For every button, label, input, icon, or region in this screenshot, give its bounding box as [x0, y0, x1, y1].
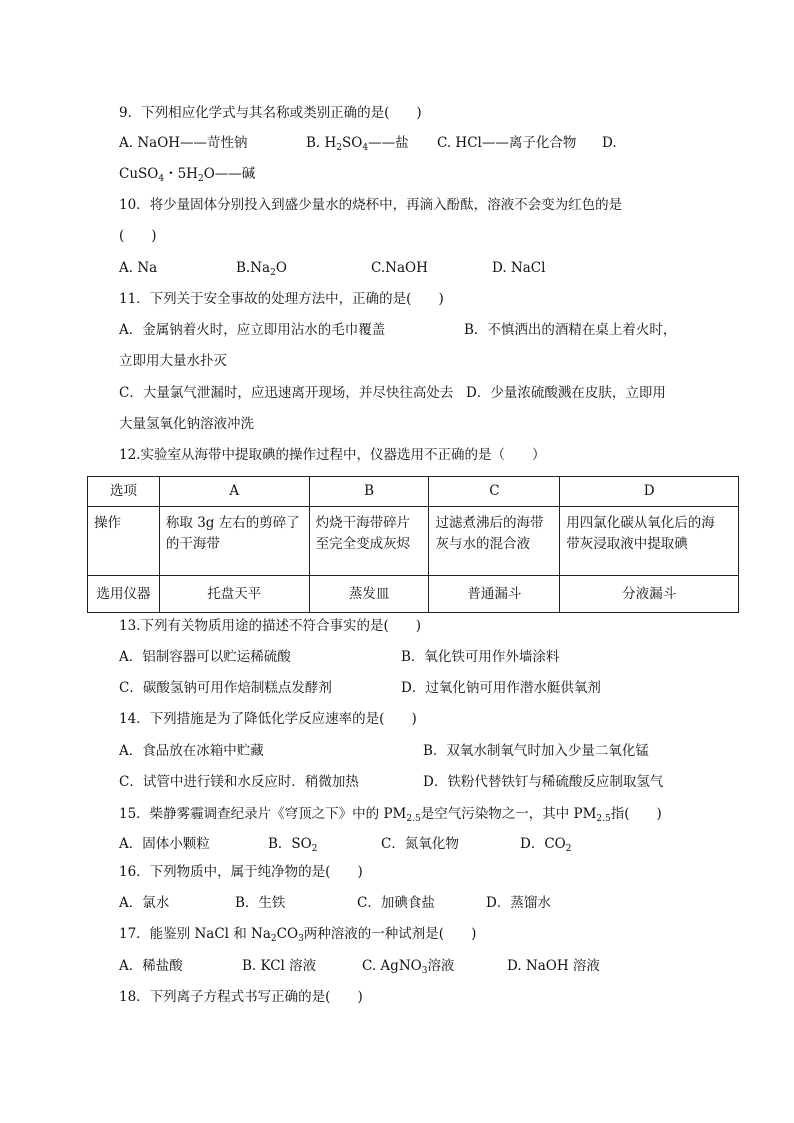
- q12-operation-c: 过滤煮沸后的海带 灰与水的混合液: [429, 507, 560, 576]
- q13-option-b: B．氧化铁可用作外墙涂料: [401, 649, 560, 665]
- q15-stem: 15．柴静雾霾调查纪录片《穹顶之下》中的 $PM_{2.5}$是空气污染物之一，其中 $PM_{2.5}$指( ): [119, 806, 662, 824]
- q9-option-d-cont: CuSO$_4$・$5H_2O——$碱: [119, 166, 256, 184]
- q16-option-a: A．氯水: [119, 895, 170, 911]
- q10-option-c: C.NaOH: [371, 260, 428, 276]
- q13-option-d: D．过氧化钠可用作潜水艇供氧剂: [401, 680, 601, 696]
- q12-instrument-label: 选用仪器: [88, 576, 160, 613]
- q12-header-c: C: [429, 477, 560, 507]
- q16-option-c: C．加碘食盐: [357, 895, 435, 911]
- q12-instrument-d: 分液漏斗: [560, 576, 739, 613]
- q10-option-b: $B.Na_2O$: [236, 260, 287, 278]
- q13-stem: 13.下列有关物质用途的描述不符合事实的是( ): [119, 618, 422, 634]
- q12-instrument-row: [88, 576, 739, 613]
- q10-option-a: A. Na: [119, 260, 158, 276]
- q17-option-c: C. AgNO$_3$溶液: [362, 958, 455, 976]
- q10-option-d: D. NaCl: [492, 260, 546, 276]
- q10-stem: 10．将少量固体分别投入到盛少量水的烧杯中，再滴入酚酞，溶液不会变为红色的是: [119, 197, 623, 213]
- q9-option-a: A. NaOH——苛性钠: [119, 135, 248, 151]
- q11-option-d-cont: 大量氢氧化钠溶液冲洗: [119, 416, 254, 432]
- q16-option-d: D．蒸馏水: [486, 895, 551, 911]
- q12-operation-d: 用四氯化碳从氧化后的海 带灰浸取液中提取碘: [560, 507, 739, 576]
- q15-option-d: D．$CO_2$: [520, 836, 572, 854]
- q11-option-b: B．不慎洒出的酒精在桌上着火时，: [464, 322, 677, 338]
- q11-stem: 11．下列关于安全事故的处理方法中，正确的是( ): [119, 291, 444, 307]
- q9-stem: 9．下列相应化学式与其名称或类别正确的是( ): [119, 105, 422, 121]
- q12-header-d: D: [560, 477, 739, 507]
- q17-option-d: D. NaOH 溶液: [507, 958, 600, 974]
- q12-operation-label: 操作: [88, 507, 160, 576]
- q12-header-option: 选项: [88, 477, 160, 507]
- q17-option-b: B. KCl 溶液: [242, 958, 317, 974]
- q14-option-c: C．试管中进行镁和水反应时．稍微加热: [119, 774, 359, 790]
- q12-header-row: [88, 477, 739, 507]
- q14-option-d: D．铁粉代替铁钉与稀硫酸反应制取氢气: [423, 774, 664, 790]
- q13-option-a: A．铝制容器可以贮运稀硫酸: [119, 649, 291, 665]
- q10-answer-paren: ( ): [119, 228, 157, 244]
- q9-option-c: C. HCl——离子化合物: [437, 135, 577, 151]
- q15-option-c: C．氮氧化物: [381, 836, 459, 852]
- q12-operation-b: 灼烧干海带碎片 至完全变成灰烬: [309, 507, 429, 576]
- q17-stem: 17．能鉴别 NaCl 和 $Na_2CO_3$两种溶液的一种试剂是( ): [119, 926, 477, 944]
- q12-instrument-c: 普通漏斗: [429, 576, 560, 613]
- q11-option-b-cont: 立即用大量水扑灭: [119, 353, 227, 369]
- q15-option-a: A．固体小颗粒: [119, 836, 210, 852]
- q12-operation-row: [88, 507, 739, 576]
- q11-option-d: D．少量浓硫酸溅在皮肤，立即用: [466, 385, 666, 401]
- q11-option-c: C．大量氯气泄漏时，应迅速离开现场，并尽快往高处去: [119, 385, 454, 401]
- q12-table: [87, 476, 739, 613]
- q9-option-b: B. $H_2SO_4——$盐: [306, 135, 409, 153]
- q14-stem: 14．下列措施是为了降低化学反应速率的是( ): [119, 711, 417, 727]
- q11-option-a: A．金属钠着火时，应立即用沾水的毛巾覆盖: [119, 322, 386, 338]
- q14-option-a: A．食品放在冰箱中贮藏: [119, 743, 264, 759]
- q15-option-b: B．$SO_2$: [268, 836, 318, 854]
- q12-operation-a: 称取 3g 左右的剪碎了 的干海带: [159, 507, 309, 576]
- q17-option-a: A．稀盐酸: [119, 958, 183, 974]
- q16-option-b: B．生铁: [235, 895, 286, 911]
- q18-stem: 18．下列离子方程式书写正确的是( ): [119, 989, 363, 1005]
- q16-stem: 16．下列物质中，属于纯净物的是( ): [119, 864, 363, 880]
- q12-instrument-b: 蒸发皿: [309, 576, 429, 613]
- q12-header-a: A: [159, 477, 309, 507]
- q9-option-d: D.: [602, 135, 617, 151]
- q12-stem: 12.实验室从海带中提取碘的操作过程中，仪器选用不正确的是（ ）: [119, 447, 546, 463]
- q13-option-c: C．碳酸氢钠可用作焙制糕点发酵剂: [119, 680, 332, 696]
- q14-option-b: B．双氧水制氧气时加入少量二氧化锰: [423, 743, 649, 759]
- q12-instrument-a: 托盘天平: [159, 576, 309, 613]
- q12-header-b: B: [309, 477, 429, 507]
